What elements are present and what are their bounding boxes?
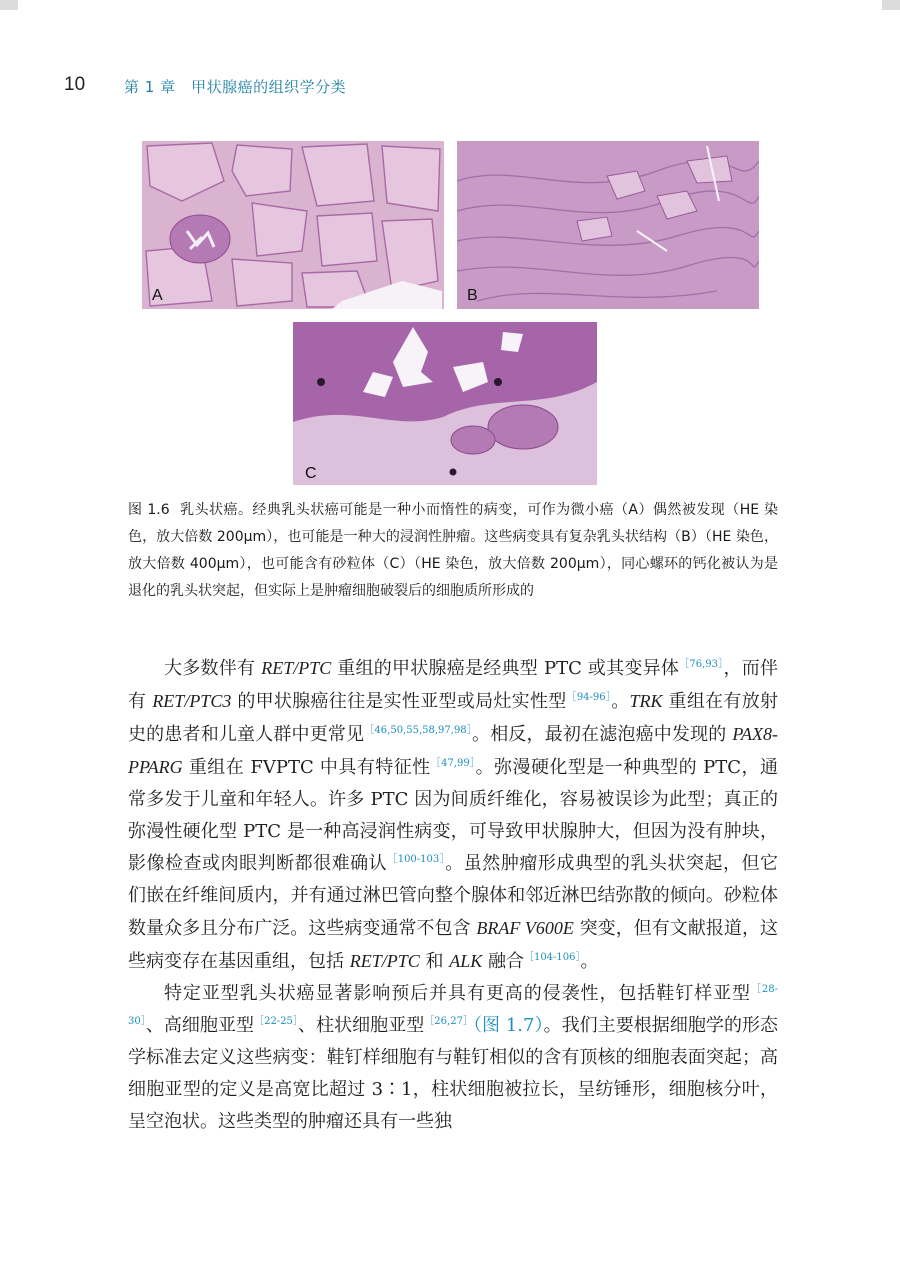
citation[interactable]: ［94-96］ [566, 692, 612, 703]
text-run: 。 [580, 951, 599, 972]
text-run: 特定亚型乳头状癌显著影响预后并具有更高的侵袭性，包括鞋钉样亚型 [164, 983, 751, 1004]
figure-caption-text: 乳头状癌。经典乳头状癌可能是一种小而惰性的病变，可作为微小癌（A）偶然被发现（HE 染色，放大倍数 200μm），也可能是一种大的浸润性肿瘤。这些病变具有复杂乳头状结构（B）（HE 染色，放大倍数 400μm），也可能含有砂粒体（C）（HE 染色，放大倍数 200μm），同心螺环的钙化被认为是退化的乳头状突起，但实际上是肿瘤细胞破裂后的细胞质所形成的 [128, 502, 778, 599]
citation[interactable]: ［28-30］ [128, 984, 779, 1027]
text-run: 。我们主要根据细胞学的形态学标准去定义这些病变：鞋钉样细胞有与鞋钉相似的含有顶核的细胞表面突起；高细胞亚型的定义是高宽比超过 3∶1，柱状细胞被拉长，呈纺锤形，细胞核分叶，呈空泡状。这些类型的肿瘤还具有一些独 [128, 1015, 779, 1132]
paragraph [128, 978, 778, 1138]
text-run: 重组在 FVPTC 中具有特征性 [182, 757, 431, 778]
panel-label-c: C [305, 465, 317, 482]
histology-image-b [457, 141, 759, 309]
text-run: 突变，但有文献报道，这些病变存在基因重组，包括 [128, 918, 778, 972]
figure-panel-a [142, 141, 444, 309]
histology-image-c [293, 322, 597, 485]
page-number: 10 [64, 74, 86, 95]
text-run: 。虽然肿瘤形成典型的乳头状突起，但它们嵌在纤维间质内，并有通过淋巴管向整个腺体和邻近淋巴结弥散的倾向。砂粒体数量众多且分布广泛。这些病变通常不包含 [128, 853, 778, 939]
citation[interactable]: ［26,27］ [424, 1016, 474, 1027]
figure-panel-b [457, 141, 759, 309]
text-run: 。 [611, 691, 630, 712]
figure-caption-label: 图 1.6 [128, 502, 170, 518]
figure-reference-link[interactable]: （图 1.7） [473, 1015, 544, 1036]
figure-panel-c [293, 322, 597, 485]
body-text [128, 652, 778, 1138]
gene-name: ALK [449, 951, 483, 971]
gene-name: TRK [629, 691, 663, 711]
text-run: 、高细胞亚型 [145, 1015, 255, 1036]
gene-name: RET/PTC3 [152, 691, 232, 711]
panel-label-a: A [152, 287, 163, 304]
gene-name: RET/PTC [261, 658, 332, 678]
page-corner-mark [0, 0, 18, 10]
citation[interactable]: ［76,93］ [679, 659, 724, 670]
gene-name: PAX8-PPARG [128, 724, 778, 777]
text-run: 。相反，最初在滤泡癌中发现的 [472, 724, 733, 745]
histology-image-a [142, 141, 444, 309]
text-run: 。弥漫硬化型是一种典型的 PTC，通常多发于儿童和年轻人。许多 PTC 因为间质纤维化，容易被误诊为此型；真正的弥漫性硬化型 PTC 是一种高浸润性病变，可导致甲状腺肿大，但因为没有肿块，影像检查或肉眼判断都很难确认 [128, 757, 778, 874]
text-run: 、柱状细胞亚型 [298, 1015, 425, 1036]
citation[interactable]: ［46,50,55,58,97,98］ [364, 725, 473, 736]
citation[interactable]: ［104-106］ [523, 952, 581, 963]
gene-name: RET/PTC [349, 951, 420, 971]
text-run: 的甲状腺癌往往是实性亚型或局灶实性型 [231, 691, 567, 712]
gene-name: BRAF V600E [476, 918, 574, 938]
text-run: 重组在有放射史的患者和儿童人群中更常见 [128, 691, 778, 745]
paragraph [128, 652, 778, 978]
page-corner-mark [882, 0, 900, 10]
text-run: 大多数伴有 [164, 658, 262, 679]
panel-label-b: B [467, 287, 478, 304]
citation[interactable]: ［22-25］ [254, 1016, 298, 1027]
running-header: 第 1 章 甲状腺癌的组织学分类 [124, 78, 347, 96]
citation[interactable]: ［100-103］ [387, 854, 446, 865]
text-run: 和 [419, 951, 450, 972]
citation[interactable]: ［47,99］ [430, 758, 476, 769]
text-run: 融合 [482, 951, 524, 972]
text-run: 重组的甲状腺癌是经典型 PTC 或其变异体 [331, 658, 680, 679]
figure-caption [128, 497, 778, 605]
text-run: ，而伴有 [128, 658, 778, 712]
